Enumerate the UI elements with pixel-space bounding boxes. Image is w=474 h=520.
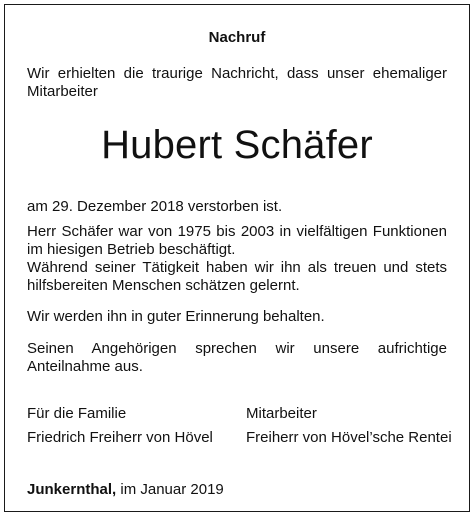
place-date-line — [27, 481, 224, 499]
character-paragraph: Während seiner Tätigkeit haben wir ihn als treuen und stets hilfsbereiten Menschen schätzen gelernt. — [27, 259, 447, 294]
signature-left-label: Für die Familie — [27, 405, 127, 422]
signature-right-label: Mitarbeiter — [246, 405, 317, 422]
condolence-paragraph: Seinen Angehörigen sprechen wir unsere aufrichtige Anteilnahme aus. — [27, 340, 447, 375]
notice-date: im Januar 2019 — [120, 481, 224, 498]
notice-heading: Nachruf — [208, 29, 266, 46]
obituary-notice — [4, 4, 470, 512]
memory-paragraph: Wir werden ihn in guter Erinnerung behalten. — [27, 308, 325, 325]
career-paragraph: Herr Schäfer war von 1975 bis 2003 in vielfältigen Funktionen im hiesigen Betrieb beschäftigt. — [27, 223, 447, 258]
signature-right-name: Freiherr von Hövel’sche Rentei — [246, 429, 452, 446]
intro-paragraph: Wir erhielten die traurige Nachricht, dass unser ehemaliger Mitarbeiter — [27, 65, 447, 100]
death-date-line: am 29. Dezember 2018 verstorben ist. — [27, 198, 283, 215]
place-name: Junkernthal, — [27, 481, 117, 498]
signature-left-name: Friedrich Freiherr von Hövel — [27, 429, 213, 446]
deceased-name: Hubert Schäfer — [101, 123, 373, 167]
